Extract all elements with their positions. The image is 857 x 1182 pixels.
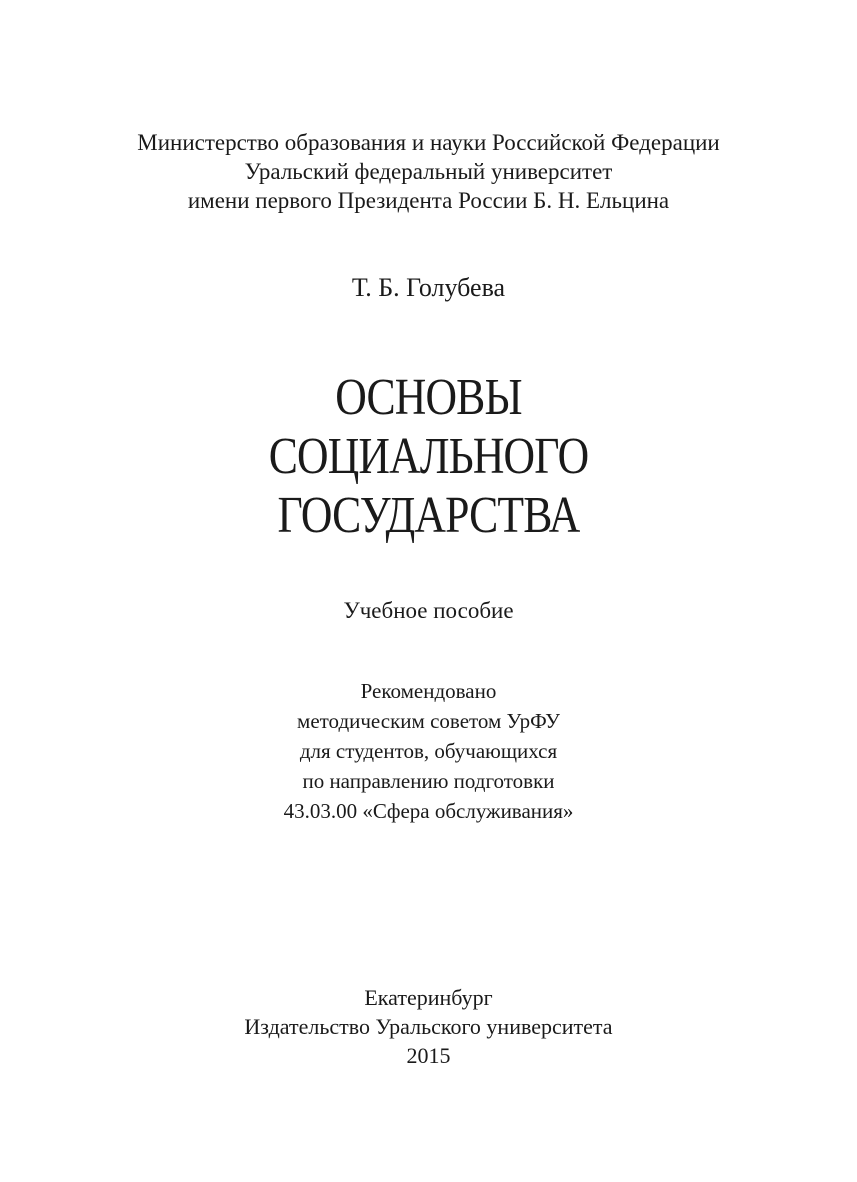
title-line-3: ГОСУДАРСТВА xyxy=(277,487,580,544)
recommendation-line-5: 43.03.00 «Сфера обслуживания» xyxy=(283,799,574,823)
imprint-city: Екатеринбург xyxy=(364,985,493,1010)
institution-header xyxy=(0,128,857,215)
ministry-line: Министерство образования и науки Российской Федерации xyxy=(137,130,720,155)
title-line-1: ОСНОВЫ xyxy=(335,369,522,426)
university-line: Уральский федеральный университет xyxy=(244,159,613,184)
recommendation-line-2: методическим советом УрФУ xyxy=(297,709,560,733)
book-title xyxy=(69,368,789,545)
recommendation-note xyxy=(0,676,857,826)
author-name: Т. Б. Голубева xyxy=(351,273,506,302)
imprint-year: 2015 xyxy=(406,1043,451,1068)
title-line-2: СОЦИАЛЬНОГО xyxy=(268,428,589,485)
book-subtitle: Учебное пособие xyxy=(343,598,514,623)
university-namesake-line: имени первого Президента России Б. Н. Ельцина xyxy=(187,188,670,213)
publication-imprint xyxy=(0,983,857,1070)
recommendation-line-4: по направлению подготовки xyxy=(302,769,555,793)
recommendation-line-3: для студентов, обучающихся xyxy=(299,739,558,763)
recommendation-line-1: Рекомендовано xyxy=(360,679,497,703)
imprint-publisher: Издательство Уральского университета xyxy=(244,1014,613,1039)
